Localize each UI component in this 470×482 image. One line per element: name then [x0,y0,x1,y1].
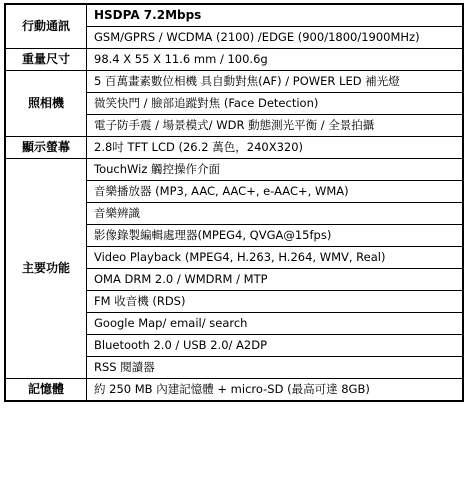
section-label-memory: 記憶體 [5,379,87,402]
spec-value: GSM/GPRS / WCDMA (2100) /EDGE (900/1800/1900MHz) [87,27,464,49]
spec-value: 微笑快門 / 臉部追蹤對焦 (Face Detection) [87,93,464,115]
spec-value: RSS 閱讀器 [87,357,464,379]
section-label-camera: 照相機 [5,71,87,137]
spec-value: HSDPA 7.2Mbps [87,4,464,27]
table-row [5,137,463,159]
section-label-weight-size: 重量尺寸 [5,49,87,71]
spec-value: Bluetooth 2.0 / USB 2.0/ A2DP [87,335,464,357]
spec-value: FM 收音機 (RDS) [87,291,464,313]
table-row [5,379,463,402]
spec-value: 音樂播放器 (MP3, AAC, AAC+, e-AAC+, WMA) [87,181,464,203]
spec-table-body [5,4,463,401]
section-label-mobile: 行動通訊 [5,4,87,49]
table-row [5,71,463,93]
spec-value: OMA DRM 2.0 / WMDRM / MTP [87,269,464,291]
spec-value: 5 百萬畫素數位相機 具自動對焦(AF) / POWER LED 補光燈 [87,71,464,93]
section-label-main-features: 主要功能 [5,159,87,379]
spec-value: 約 250 MB 內建記憶體 + micro-SD (最高可達 8GB) [87,379,464,402]
spec-value: 音樂辨識 [87,203,464,225]
spec-value: 2.8吋 TFT LCD (26.2 萬色，240X320) [87,137,464,159]
spec-value: 電子防手震 / 場景模式/ WDR 動態測光平衡 / 全景拍攝 [87,115,464,137]
table-row [5,159,463,181]
table-row [5,49,463,71]
spec-value: Video Playback (MPEG4, H.263, H.264, WMV, Real) [87,247,464,269]
spec-value: Google Map/ email/ search [87,313,464,335]
spec-value: 影像錄製編輯處理器(MPEG4, QVGA@15fps) [87,225,464,247]
section-label-display: 顯示螢幕 [5,137,87,159]
table-row [5,4,463,27]
spec-table [4,3,464,402]
spec-value: 98.4 X 55 X 11.6 mm / 100.6g [87,49,464,71]
spec-value: TouchWiz 觸控操作介面 [87,159,464,181]
